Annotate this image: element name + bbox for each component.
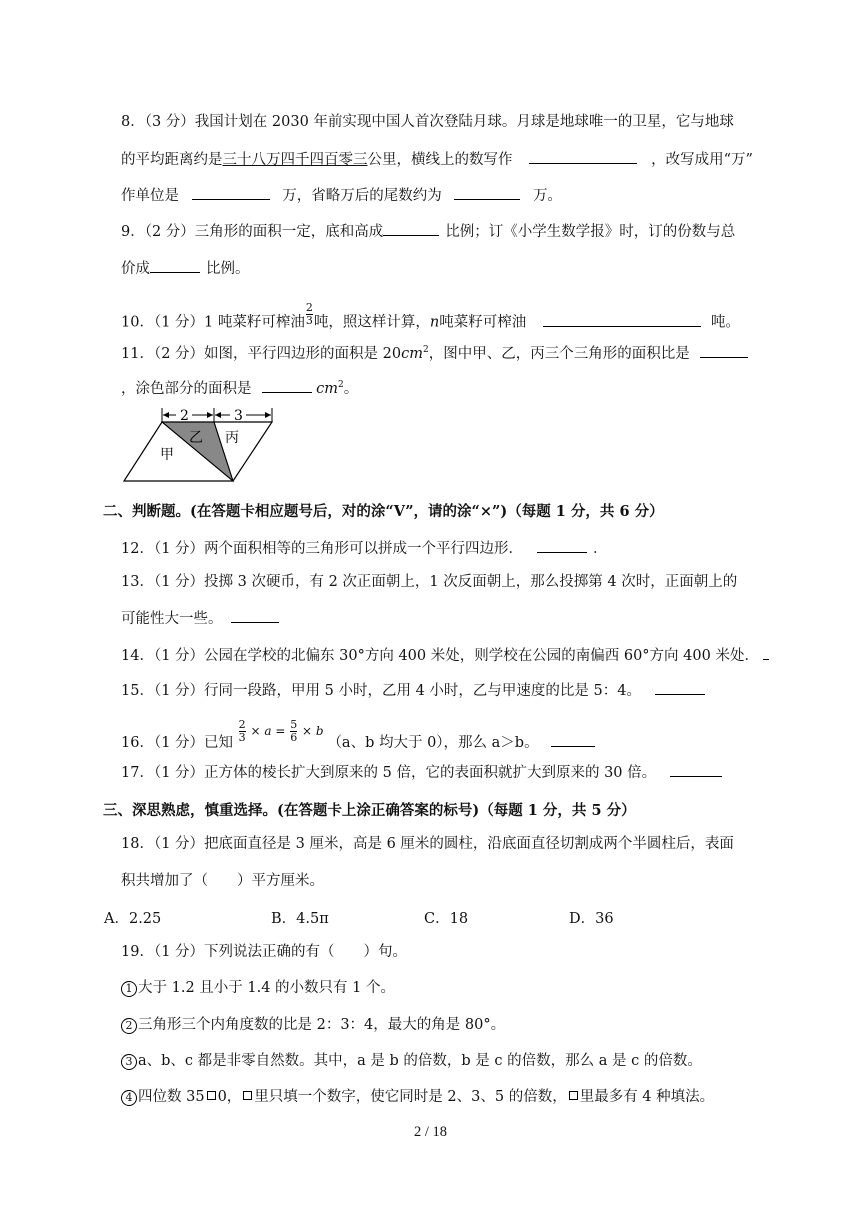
answer-blank: [150, 258, 200, 273]
q11-text: ，图中甲、乙，丙三个三角形的面积比是: [428, 345, 690, 362]
q11-text: ，涂色部分的面积是: [121, 380, 252, 397]
circled-number: 1: [121, 981, 137, 997]
q9-line2: [121, 258, 250, 279]
statement-text: 四位数 35: [138, 1089, 205, 1105]
option-b[interactable]: B．4.5π: [271, 911, 329, 927]
q17-text: 17．（1 分）正方体的棱长扩大到原来的 5 倍，它的表面积就扩大到原来的 30 倍。: [121, 765, 657, 781]
q10-line: [121, 301, 740, 335]
equation-text: × a =: [250, 724, 286, 738]
arrow-head: [215, 412, 221, 418]
q10-text: 吨，照这样计算，: [313, 314, 430, 331]
dim-label-2: 2: [180, 408, 189, 424]
q9-text: 比例；订《小学生数学报》时，订的份数与总: [445, 224, 736, 240]
unit-cm: cm: [316, 380, 338, 397]
variable-n: n: [429, 314, 440, 331]
q16-line: [121, 718, 595, 756]
fraction: [306, 302, 313, 327]
q12-text: ．: [593, 541, 608, 557]
q17-line: [121, 762, 722, 783]
option-c[interactable]: C．18: [424, 911, 469, 927]
parallelogram-figure: [118, 404, 278, 488]
answer-blank: [529, 149, 637, 164]
answer-blank: [192, 185, 270, 200]
q9-text: 9．（2 分）三角形的面积一定，底和高成: [121, 224, 384, 240]
q15-text: 15．（1 分）行同一段路，甲用 5 小时，乙用 4 小时，乙与甲速度的比是 5：4。: [121, 683, 641, 699]
numerator: 2: [238, 718, 246, 731]
statement-text: 里只填一个数字，使它同时是 2、3、5 的倍数，: [254, 1089, 567, 1105]
q14-line: [121, 645, 769, 666]
q15-line: [121, 680, 705, 701]
q16-equation: [238, 718, 328, 744]
statement-text: 三角形三个内角度数的比是 2：3：4，最大的角是 80°。: [138, 1017, 506, 1033]
q11-text: 11．（2 分）如图，平行四边形的面积是 20: [121, 345, 402, 362]
q9-text: 比例。: [206, 261, 250, 277]
statement-text: 里最多有 4 种填法。: [579, 1089, 715, 1105]
q8-text: 万。: [532, 188, 562, 204]
q13-line2: [121, 608, 279, 629]
arrow-head: [207, 412, 213, 418]
q10-text: 吨。: [710, 314, 740, 331]
answer-blank: [262, 378, 312, 393]
denominator: 3: [238, 731, 246, 744]
answer-blank: [231, 608, 279, 623]
unit-exponent: 2: [422, 345, 429, 355]
option-a[interactable]: A．2.25: [104, 911, 162, 927]
label-bing: 丙: [225, 430, 239, 446]
q18-line1: 18．（1 分）把底面直径是 3 厘米，高是 6 厘米的圆柱，沿底面直径切割成两个半圆柱后，表面: [121, 836, 734, 852]
box-placeholder-icon: [207, 1091, 216, 1100]
q11-line2: [121, 375, 358, 399]
answer-blank: [454, 185, 520, 200]
section-2-heading: 二、判断题。(在答题卡相应题号后，对的涂“V”，请的涂“×”)（每题 1 分，共 6 分）: [103, 503, 664, 520]
q10-text: 10．（1 分）1 吨菜籽可榨油: [121, 314, 305, 331]
q8-text: 万，省略万后的尾数约为: [282, 188, 442, 204]
circled-number: 3: [121, 1054, 137, 1070]
q11-line1: [121, 340, 748, 364]
q12-line: [121, 538, 608, 559]
q12-text: 12．（1 分）两个面积相等的三角形可以拼成一个平行四边形．: [121, 541, 524, 557]
box-placeholder-icon: [243, 1091, 252, 1100]
q18-line2: 积共增加了（ ）平方厘米。: [121, 873, 324, 889]
q8-line2: [121, 149, 753, 170]
q19-statement-1: [121, 978, 395, 998]
q8-text: 作单位是: [121, 188, 179, 204]
q13-text: 可能性大一些。: [121, 611, 223, 627]
q9-line1: [121, 221, 735, 242]
denominator: 6: [290, 731, 298, 744]
page-number: 2 / 18: [414, 1124, 448, 1140]
equation-text: × b: [302, 724, 324, 738]
circled-number: 4: [121, 1090, 137, 1106]
fraction: [290, 719, 297, 744]
q11-text: 。: [343, 380, 359, 397]
q19-statement-2: [121, 1015, 505, 1035]
fraction: [239, 719, 246, 744]
answer-blank: [551, 732, 595, 747]
q8-underlined-number: 三十八万四千四百零三: [222, 152, 368, 168]
box-placeholder-icon: [569, 1091, 578, 1100]
answer-blank: [763, 645, 769, 660]
answer-blank: [670, 762, 722, 777]
q16-text: （a、b 均大于 0），那么 a＞b。: [327, 735, 539, 751]
q8-text: 的平均距离约是: [121, 152, 223, 168]
q10-text: 吨菜籽可榨油: [439, 314, 527, 331]
q9-text: 价成: [121, 261, 150, 277]
statement-text: 大于 1.2 且小于 1.4 的小数只有 1 个。: [138, 980, 395, 996]
unit-exponent: 2: [337, 380, 344, 390]
q8-text: ，改写成用“万”: [651, 152, 753, 168]
answer-blank: [655, 680, 705, 695]
answer-blank: [537, 538, 587, 553]
answer-blank: [543, 312, 701, 327]
q19-statement-4: [121, 1087, 714, 1107]
dim-label-3: 3: [234, 408, 243, 424]
statement-text: 0，: [217, 1089, 242, 1105]
arrow-head: [265, 412, 271, 418]
section-3-heading: 三、深思熟虑，慎重选择。(在答题卡上涂正确答案的标号)（每题 1 分，共 5 分）: [103, 802, 636, 819]
statement-text: a、b、c 都是非零自然数。其中，a 是 b 的倍数，b 是 c 的倍数，那么 a 是 c 的倍数。: [138, 1053, 702, 1069]
q16-text: 16．（1 分）已知: [121, 735, 234, 751]
q8-text: 公里，横线上的数写作: [367, 152, 513, 168]
label-yi: 乙: [189, 430, 203, 446]
q13-line1: 13．（1 分）投掷 3 次硬币，有 2 次正面朝上，1 次反面朝上，那么投掷第 4 次时，正面朝上的: [121, 574, 738, 590]
q8-line1: 8．（3 分）我国计划在 2030 年前实现中国人首次登陆月球。月球是地球唯一的卫星，它与地球: [121, 114, 734, 130]
q19-statement-3: [121, 1051, 702, 1071]
circled-number: 2: [121, 1018, 137, 1034]
numerator: 5: [290, 718, 298, 731]
label-jia: 甲: [160, 447, 174, 463]
denominator: 3: [305, 314, 313, 327]
unit-cm: cm: [401, 345, 423, 362]
arrow-head: [163, 412, 169, 418]
option-d[interactable]: D．36: [569, 911, 614, 927]
answer-blank: [700, 343, 748, 358]
answer-blank: [383, 221, 439, 236]
numerator: 2: [305, 301, 313, 314]
q14-text: 14．（1 分）公园在学校的北偏东 30°方向 400 米处，则学校在公园的南偏西 60°方向 400 米处．: [121, 648, 759, 664]
q19-line1: 19．（1 分）下列说法正确的有（ ）句。: [121, 944, 408, 960]
q8-line3: [121, 185, 562, 206]
